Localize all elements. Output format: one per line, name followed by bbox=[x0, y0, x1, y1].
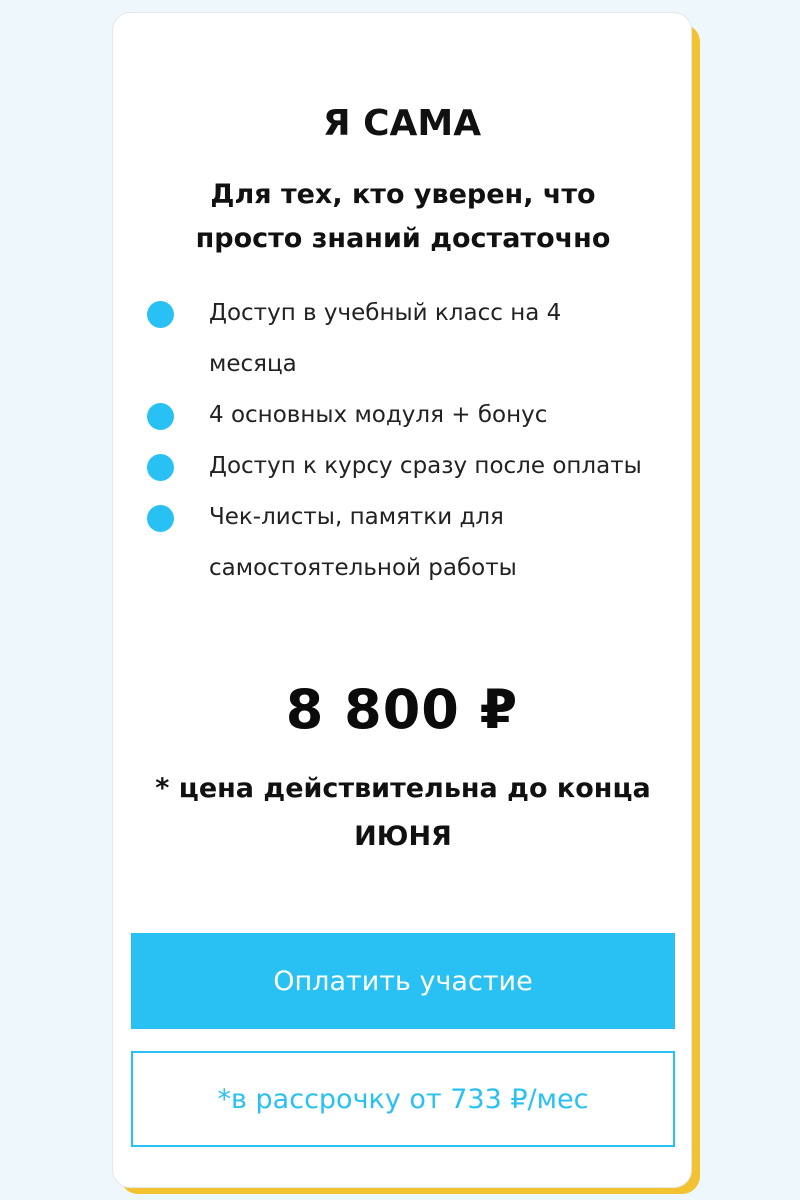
list-item bbox=[113, 288, 691, 390]
list-item bbox=[113, 441, 691, 492]
price-note: * цена действительна до конца ИЮНЯ bbox=[155, 773, 651, 852]
price: 8 800 ₽ bbox=[285, 678, 519, 741]
bullet-dot-icon bbox=[147, 454, 174, 481]
bullet-dot-icon bbox=[147, 301, 174, 328]
feature-list bbox=[113, 288, 691, 594]
list-item bbox=[113, 492, 691, 594]
list-item bbox=[113, 390, 691, 441]
bullet-dot-icon bbox=[147, 403, 174, 430]
feature-text: Доступ к курсу сразу после оплаты bbox=[209, 453, 642, 479]
tariff-card bbox=[112, 12, 692, 1188]
pay-button[interactable]: Оплатить участие bbox=[131, 933, 675, 1029]
tariff-title: Я САМА bbox=[322, 103, 482, 144]
bullet-dot-icon bbox=[147, 505, 174, 532]
feature-text: Чек-листы, памятки для самостоятельной работы bbox=[209, 504, 517, 581]
installment-button[interactable]: *в рассрочку от 733 ₽/мес bbox=[131, 1051, 675, 1147]
feature-text: Доступ в учебный класс на 4 месяца bbox=[209, 300, 562, 377]
feature-text: 4 основных модуля + бонус bbox=[209, 402, 548, 428]
tariff-subtitle: Для тех, кто уверен, что просто знаний достаточно bbox=[195, 179, 611, 254]
